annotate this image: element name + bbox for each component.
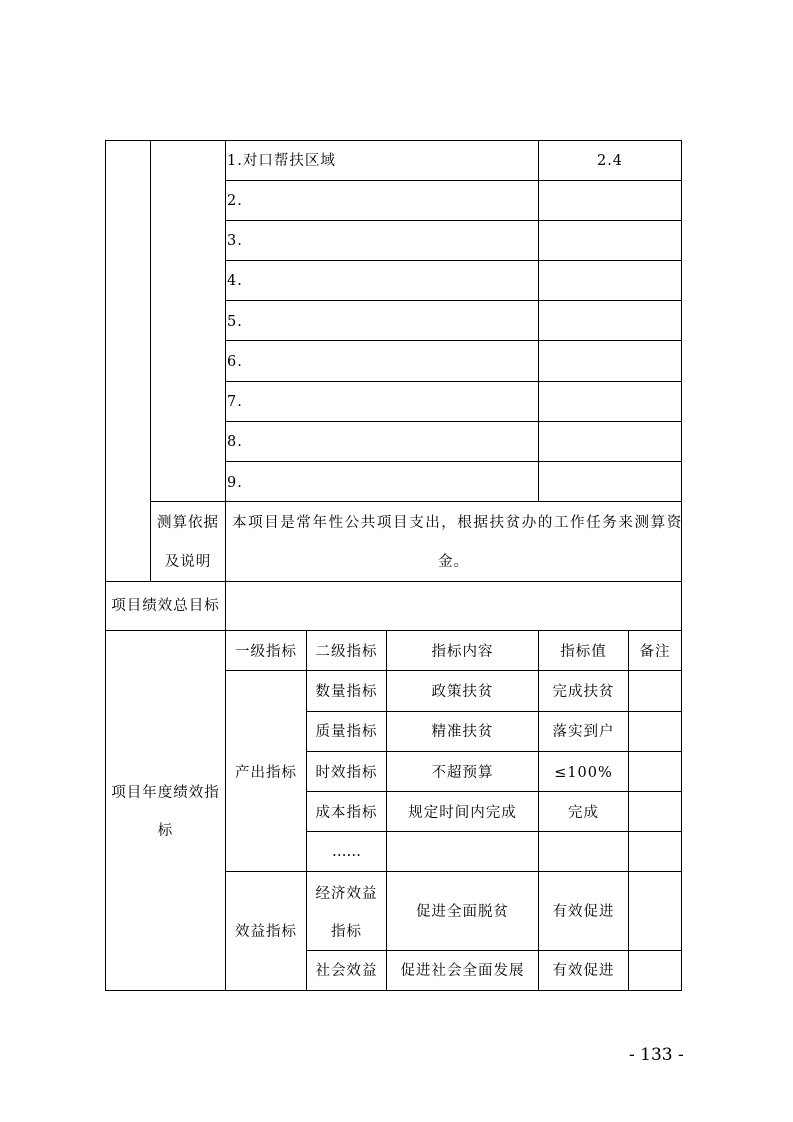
table-cell: 指标: [331, 924, 362, 940]
page-number: - 133 -: [629, 1045, 684, 1065]
column-header: 一级指标: [235, 644, 297, 660]
divider: [225, 300, 682, 301]
table-cell: 时效指标: [315, 765, 378, 781]
divider: [225, 421, 682, 422]
list-item-label: 1.对口帮扶区域: [227, 153, 336, 169]
basis-text: 金。: [438, 554, 469, 570]
list-item-label: 4.: [227, 273, 243, 289]
list-item-label: 2.: [227, 193, 243, 209]
table-cell: 有效促进: [552, 904, 615, 920]
overall-goal-label: 项目绩效总目标: [111, 598, 220, 614]
divider: [225, 220, 682, 221]
divider: [306, 791, 682, 792]
list-item-label: 8.: [227, 434, 243, 450]
table-cell: ≤100%: [554, 765, 613, 781]
divider: [306, 950, 682, 951]
divider: [306, 751, 682, 752]
list-item-label: 9.: [227, 475, 243, 491]
divider: [225, 461, 682, 462]
list-item-label: 7.: [227, 394, 243, 410]
list-item-value: 2.4: [596, 153, 624, 169]
divider: [225, 871, 682, 872]
table-cell: 有效促进: [552, 963, 615, 979]
table-cell: 完成扶贫: [552, 684, 615, 700]
divider: [105, 630, 682, 631]
divider: [225, 180, 682, 181]
table-cell: 质量指标: [315, 724, 378, 740]
table-cell: 政策扶贫: [431, 684, 494, 700]
divider: [150, 501, 682, 502]
benefit-indicator-label: 效益指标: [235, 924, 297, 940]
divider: [105, 581, 682, 582]
column-header: 二级指标: [315, 644, 378, 660]
divider: [306, 831, 682, 832]
table-border-top: [105, 140, 682, 141]
table-cell: 社会效益: [315, 963, 378, 979]
divider: [225, 260, 682, 261]
basis-label: 测算依据: [157, 515, 219, 531]
column-header: 指标内容: [431, 644, 494, 660]
output-indicator-label: 产出指标: [235, 765, 297, 781]
divider: [225, 670, 682, 671]
list-item-label: 3.: [227, 233, 243, 249]
table-cell: 精准扶贫: [431, 724, 494, 740]
table-cell: ……: [332, 844, 361, 860]
basis-label: 及说明: [164, 554, 212, 570]
table-cell: 促进社会全面发展: [400, 963, 525, 979]
list-item-label: 6.: [227, 354, 243, 370]
basis-text: 本项目是常年性公共项目支出，根据扶贫办的工作任务来测算资: [232, 515, 683, 531]
column-header: 备注: [639, 644, 671, 660]
table-cell: 不超预算: [431, 765, 494, 781]
list-item-label: 5.: [227, 314, 243, 330]
table-cell: 促进全面脱贫: [416, 904, 509, 920]
annual-indicators-label: 项目年度绩效指: [111, 785, 220, 801]
table-cell: 落实到户: [552, 724, 615, 740]
divider: [628, 630, 629, 991]
table-border-right: [681, 140, 682, 991]
table-cell: 经济效益: [315, 886, 378, 902]
divider: [225, 340, 682, 341]
annual-indicators-label: 标: [157, 823, 174, 839]
divider: [306, 711, 682, 712]
table-cell: 数量指标: [315, 684, 378, 700]
divider: [225, 381, 682, 382]
table-cell: 完成: [568, 805, 599, 821]
table-border-left: [105, 140, 106, 991]
divider: [538, 140, 539, 501]
column-header: 指标值: [560, 644, 607, 660]
table-border-bottom: [105, 990, 682, 991]
table-cell: 规定时间内完成: [408, 805, 517, 821]
table-cell: 成本指标: [315, 805, 378, 821]
